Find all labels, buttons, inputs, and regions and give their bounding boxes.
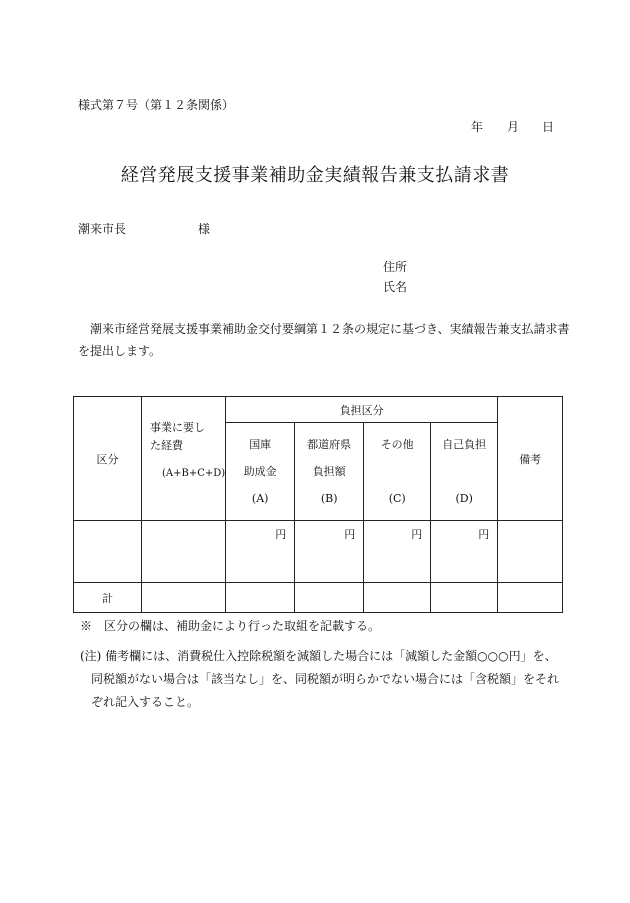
total-a[interactable]	[226, 583, 295, 613]
addressee-name: 潮来市長	[78, 222, 127, 236]
subheader-c-mark: (C)	[388, 492, 406, 505]
body-paragraph	[78, 318, 570, 362]
subheader-d-line1: 自己負担	[442, 438, 487, 451]
header-biko: 備考	[498, 397, 563, 521]
total-c[interactable]	[364, 583, 431, 613]
date-month-label: 月	[507, 120, 520, 134]
date-year-label: 年	[471, 120, 484, 134]
total-label: 計	[74, 583, 142, 613]
subheader-b	[295, 423, 364, 521]
cell-expense[interactable]	[142, 521, 226, 583]
note-biko-line1: (注) 備考欄には、消費税仕入控除税額を減額した場合には「減額した金額○○○円」を、	[80, 649, 557, 663]
address-label: 住所	[383, 260, 408, 274]
document-title: 経営発展支援事業補助金実績報告兼支払請求書	[120, 165, 510, 186]
expense-table	[73, 396, 563, 613]
cell-d-yen[interactable]: 円	[431, 521, 498, 583]
subheader-a-line2: 助成金	[243, 465, 277, 478]
subheader-c	[364, 423, 431, 521]
subheader-b-line1: 都道府県	[307, 438, 352, 451]
form-number: 様式第７号（第１２条関係）	[78, 98, 235, 112]
body-line-2: を提出します。	[78, 344, 162, 358]
note-biko-line2: 同税額がない場合は「該当なし」を、同税額が明らかでない場合には「含税額」をそれ	[91, 672, 560, 686]
subheader-a-mark: (A)	[251, 492, 269, 505]
subheader-c-line1: その他	[380, 438, 414, 451]
body-line-1: 潮来市経営発展支援事業補助金交付要綱第１２条の規定に基づき、実績報告兼支払請求書	[90, 322, 570, 336]
note-kubun: ※ 区分の欄は、補助金により行った取組を記載する。	[80, 619, 381, 633]
cell-biko[interactable]	[498, 521, 563, 583]
cell-kubun[interactable]	[74, 521, 142, 583]
cell-a-yen[interactable]: 円	[226, 521, 295, 583]
note-biko-line3: ぞれ記入すること。	[91, 695, 200, 709]
subheader-a-line1: 国庫	[249, 438, 272, 451]
subheader-a	[226, 423, 295, 521]
total-row	[74, 583, 563, 613]
header-futan: 負担区分	[226, 397, 498, 423]
header-kubun: 区分	[74, 397, 142, 521]
header-expense	[142, 397, 226, 521]
total-d[interactable]	[431, 583, 498, 613]
date-day-label: 日	[542, 120, 555, 134]
header-expense-line2: た経費	[150, 439, 183, 452]
header-expense-line1: 事業に要し	[150, 421, 205, 434]
subheader-b-line2: 負担額	[312, 465, 346, 478]
subheader-b-mark: (B)	[320, 492, 338, 505]
total-b[interactable]	[295, 583, 364, 613]
total-biko[interactable]	[498, 583, 563, 613]
cell-c-yen[interactable]: 円	[364, 521, 431, 583]
subheader-d-mark: (D)	[455, 492, 473, 505]
cell-b-yen[interactable]: 円	[295, 521, 364, 583]
table-row	[74, 521, 563, 583]
total-expense[interactable]	[142, 583, 226, 613]
subheader-d	[431, 423, 498, 521]
header-expense-formula: (A+B+C+D)	[162, 468, 226, 479]
name-label: 氏名	[383, 280, 408, 294]
addressee-honorific: 様	[198, 222, 211, 236]
note-biko	[80, 645, 559, 714]
